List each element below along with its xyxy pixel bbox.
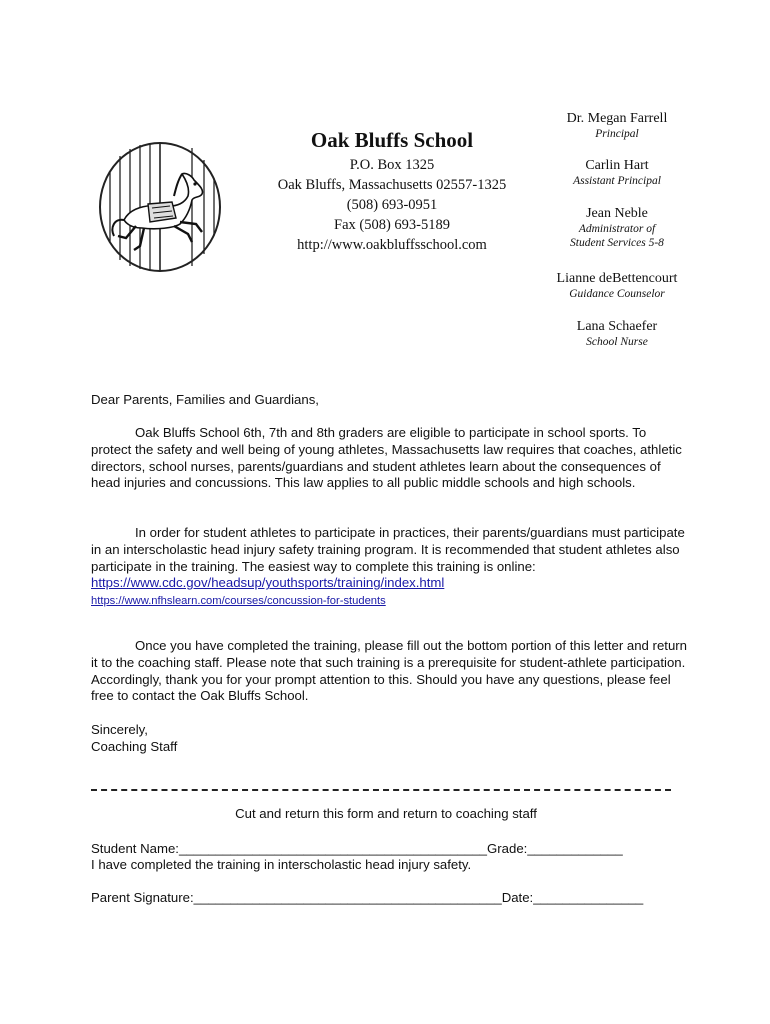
staff-role: Student Services 5-8: [570, 237, 664, 249]
staff-role: School Nurse: [586, 336, 648, 348]
signer: Coaching Staff: [91, 738, 178, 754]
paragraph-1: [91, 425, 687, 492]
carousel-horse-logo: [96, 138, 224, 276]
phone: (508) 693-0951: [346, 197, 438, 213]
cut-line-divider: [91, 789, 671, 791]
staff-role: Assistant Principal: [573, 175, 661, 187]
staff-principal: [548, 110, 686, 141]
student-name-row: [91, 841, 623, 858]
staff-name: Dr. Megan Farrell: [566, 111, 668, 126]
grade-field[interactable]: _____________: [527, 841, 623, 856]
staff-name: Carlin Hart: [585, 158, 649, 173]
staff-nurse: [548, 318, 686, 349]
salutation: Dear Parents, Families and Guardians,: [91, 392, 319, 407]
student-name-label: Student Name:: [91, 841, 179, 856]
student-name-field[interactable]: __________________________________________: [178, 841, 488, 856]
paragraph-2: [91, 525, 687, 610]
school-name: Oak Bluffs School: [310, 128, 474, 152]
paragraph-1-text: Oak Bluffs School 6th, 7th and 8th graders are eligible to participate in school sports. To protect the safety and well being of young athletes, Massachusetts law requires that coaches, athletic directors, school nurses, parents/guardians and student athletes learn about the consequences of head injuries and concussions. This law applies to all public middle schools and high schools.: [91, 425, 682, 491]
city-state-zip: Oak Bluffs, Massachusetts 02557-1325: [277, 177, 507, 193]
staff-role: Administrator of: [578, 223, 656, 235]
date-label: Date:: [501, 890, 534, 905]
staff-name: Lianne deBettencourt: [556, 271, 678, 286]
nfhs-training-link[interactable]: https://www.nfhslearn.com/courses/concussion-for-students: [91, 595, 386, 608]
staff-assistant-principal: [548, 157, 686, 188]
staff-guidance: [548, 270, 686, 301]
website: http://www.oakbluffsschool.com: [297, 237, 487, 253]
paragraph-3-text: Once you have completed the training, please fill out the bottom portion of this letter and return it to the coaching staff. Please note that such training is a prerequisite for student-athlete participation. Accordingly, thank you for your prompt attention to this. Should you have any questions, please feel free to contact the Oak Bluffs School.: [91, 638, 688, 704]
date-field[interactable]: _______________: [533, 890, 644, 905]
parent-signature-row: [91, 890, 643, 907]
staff-role: Principal: [595, 128, 639, 140]
closing: [91, 722, 177, 756]
staff-student-services: [548, 205, 686, 250]
paragraph-3: [91, 638, 687, 705]
cdc-training-link[interactable]: https://www.cdc.gov/headsup/youthsports/training/index.html: [91, 575, 445, 591]
sign-off: Sincerely,: [91, 722, 148, 737]
cut-instruction: Cut and return this form and return to coaching staff: [235, 806, 537, 821]
parent-signature-field[interactable]: __________________________________________: [193, 890, 502, 905]
staff-name: Jean Neble: [586, 206, 648, 221]
parent-signature-label: Parent Signature:: [91, 890, 194, 905]
staff-role: Guidance Counselor: [569, 288, 665, 300]
paragraph-2-text: In order for student athletes to participate in practices, their parents/guardians must participate in an interscholastic head injury safety training program. It is recommended that student athletes also participate in the training. The easiest way to complete this training is online:: [91, 525, 685, 574]
grade-label: Grade:: [487, 841, 528, 856]
staff-list: [548, 110, 686, 349]
address-block: [260, 155, 524, 255]
staff-name: Lana Schaefer: [576, 319, 658, 334]
po-box: P.O. Box 1325: [349, 157, 435, 173]
fax: Fax (508) 693-5189: [334, 217, 450, 233]
training-confirmation: I have completed the training in interscholastic head injury safety.: [91, 857, 472, 872]
